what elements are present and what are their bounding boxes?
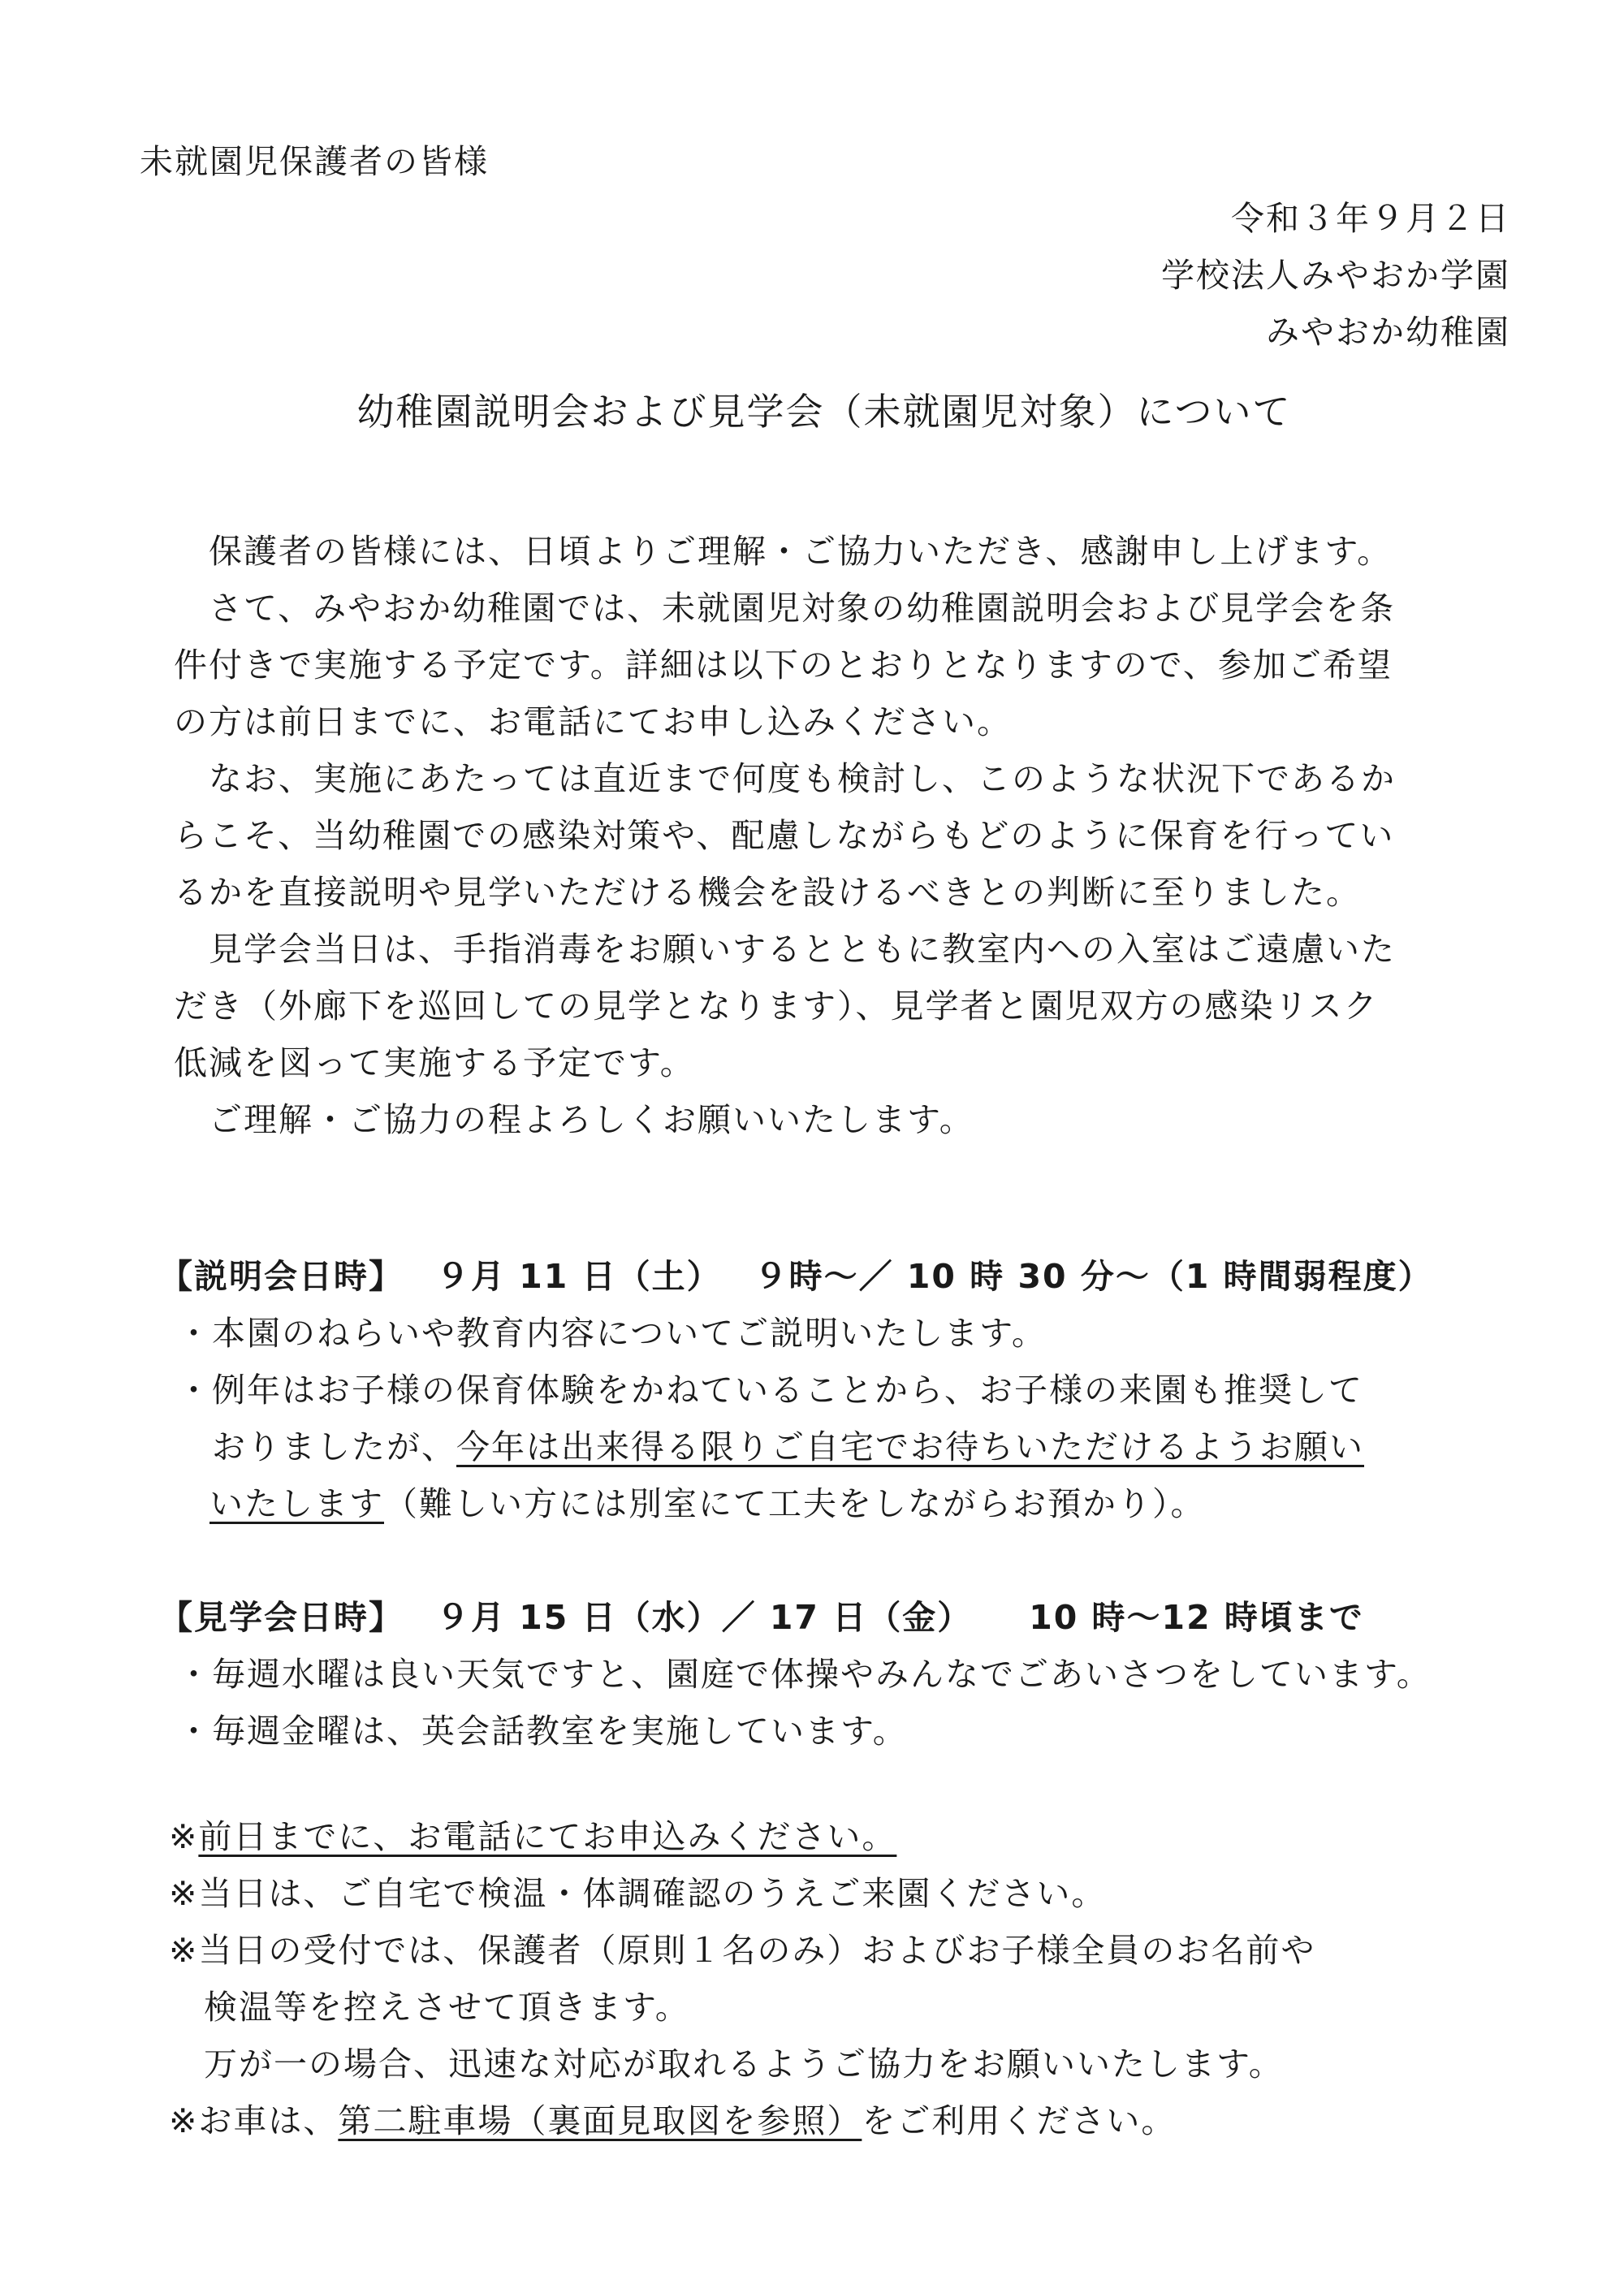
school-name: みやおか幼稚園 [1266, 313, 1510, 352]
briefing-text-plain: （難しい方には別室にて工夫をしながらお預かり）。 [384, 1484, 1206, 1523]
note-text-emphasis: 前日までに、お電話にてお申込みください。 [198, 1817, 897, 1856]
note-item-continued: 万が一の場合、迅速な対応が取れるようご協力をお願いいたします。 [169, 2045, 1284, 2084]
note-item [169, 2099, 1176, 2143]
note-item: ※当日は、ご自宅で検温・体調確認のうえご来園ください。 [169, 1874, 1107, 1913]
document-title: 幼稚園説明会および見学会（未就園児対象）について [356, 390, 1292, 434]
tour-date: ９月 15 日（水）／ 17 日（金） [436, 1598, 973, 1637]
briefing-bullet-continued [209, 1482, 1206, 1526]
organization-name: 学校法人みやおか学園 [1161, 256, 1510, 295]
note-item [169, 1815, 896, 1859]
body-line: なお、実施にあたっては直近まで何度も検討し、このような状況下であるか [174, 759, 1396, 798]
body-line: らこそ、当幼稚園での感染対策や、配慮しながらもどのように保育を行ってい [174, 816, 1395, 855]
tour-schedule [159, 1596, 1364, 1639]
note-item: ※当日の受付では、保護者（原則１名のみ）およびお子様全員のお名前や [169, 1931, 1316, 1970]
tour-times: 10 時～12 時頃まで [1029, 1598, 1364, 1637]
body-line: だき（外廊下を巡回しての見学となります）、見学者と園児双方の感染リスク [174, 987, 1379, 1026]
note-text-emphasis: 第二駐車場（裏面見取図を参照） [338, 2101, 862, 2140]
briefing-text-emphasis: 今年は出来得る限りご自宅でお待ちいただけるようお願い [456, 1427, 1364, 1466]
body-line: の方は前日までに、お電話にてお申し込みください。 [174, 702, 1012, 741]
body-line: 件付きで実施する予定です。詳細は以下のとおりとなりますので、参加ご希望 [174, 646, 1393, 684]
tour-bullet: ・毎週水曜は良い天気ですと、園庭で体操やみんなでごあいさつをしています。 [177, 1655, 1432, 1694]
note-item-continued: 検温等を控えさせて頂きます。 [169, 1988, 690, 2027]
note-mark: ※ [169, 1817, 199, 1856]
addressee: 未就園児保護者の皆様 [140, 142, 489, 181]
briefing-bullet: ・例年はお子様の保育体験をかねていることから、お子様の来園も推奨して [177, 1371, 1363, 1410]
body-line: さて、みやおか幼稚園では、未就園児対象の幼稚園説明会および見学会を条 [174, 589, 1396, 628]
body-line: 低減を図って実施する予定です。 [174, 1043, 695, 1082]
briefing-text-emphasis: いたします [209, 1484, 384, 1523]
briefing-schedule [159, 1254, 1433, 1298]
issue-date: 令和３年９月２日 [1231, 199, 1510, 238]
briefing-bullet: ・本園のねらいや教育内容についてご説明いたします。 [177, 1314, 1047, 1353]
briefing-date: ９月 11 日（土） [436, 1257, 722, 1296]
tour-bullet: ・毎週金曜は、英会話教室を実施しています。 [177, 1712, 908, 1751]
note-text-plain: をご利用ください。 [862, 2101, 1177, 2140]
note-text-plain: ※お車は、 [169, 2101, 339, 2140]
body-line: 保護者の皆様には、日頃よりご理解・ご協力いただき、感謝申し上げます。 [174, 532, 1393, 571]
briefing-label: 【説明会日時】 [159, 1257, 404, 1296]
briefing-times: ９時～／ 10 時 30 分～（1 時間弱程度） [754, 1257, 1433, 1296]
body-line: 見学会当日は、手指消毒をお願いするとともに教室内への入室はご遠慮いた [174, 930, 1396, 969]
body-line: るかを直接説明や見学いただける機会を設けるべきとの判断に至りました。 [174, 873, 1361, 912]
briefing-text-plain: おりましたが、 [177, 1427, 456, 1466]
body-line: ご理解・ご協力の程よろしくお願いいたします。 [174, 1100, 974, 1139]
tour-label: 【見学会日時】 [159, 1598, 404, 1637]
briefing-bullet-continued [177, 1425, 1364, 1469]
